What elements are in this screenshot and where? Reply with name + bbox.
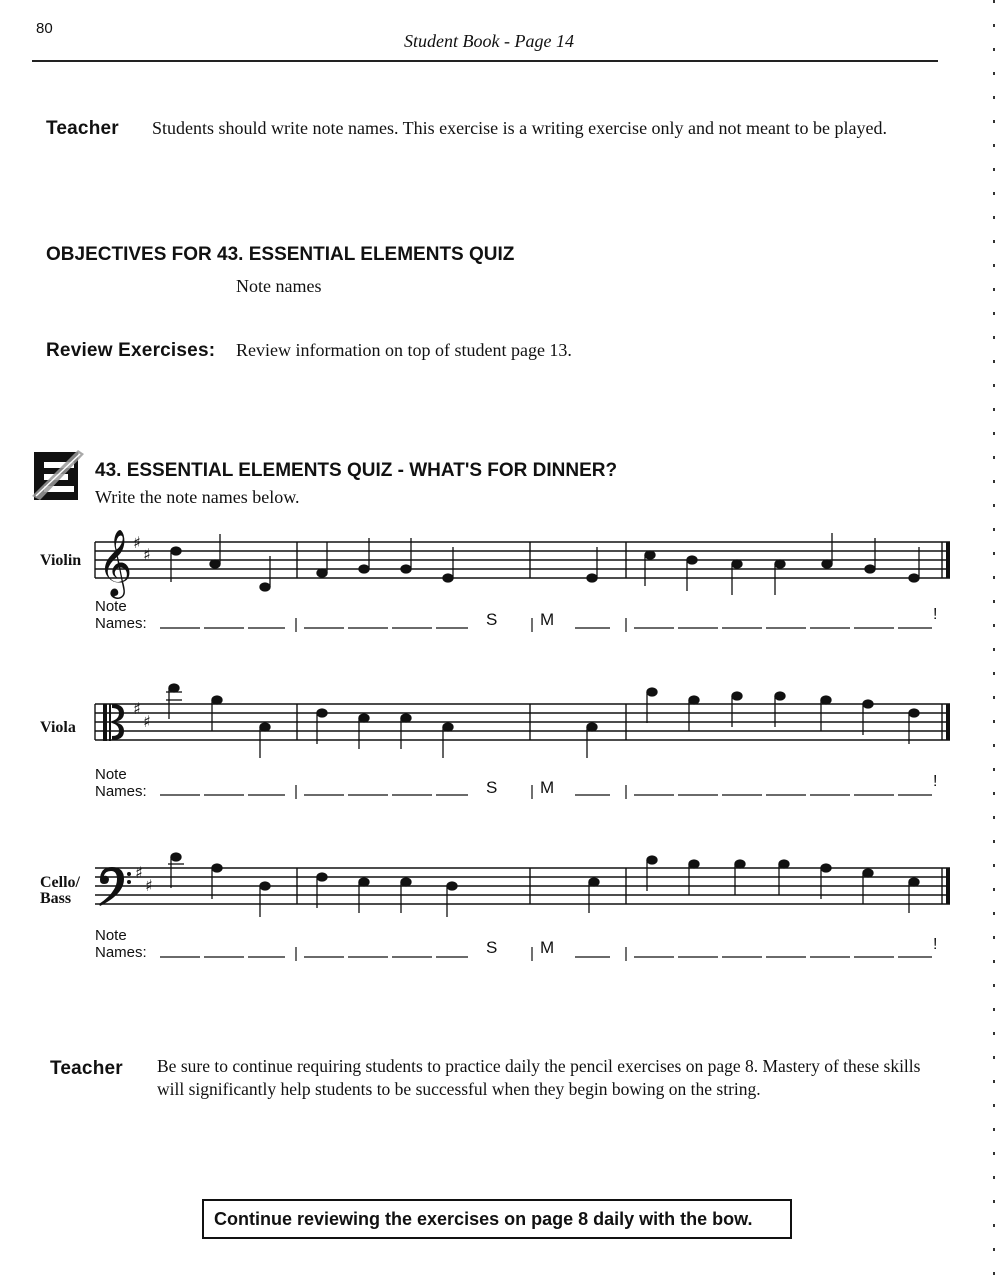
viola-label: Viola	[40, 719, 76, 736]
violin-note-names-label: Note Names:	[95, 598, 147, 632]
cello-bass-given-letter-s: S	[486, 938, 498, 957]
viola-end-mark: !	[933, 773, 938, 790]
cello-bass-note-names-label: Note Names:	[95, 927, 147, 961]
running-header: Student Book - Page 14	[404, 31, 574, 51]
violin-label: Violin	[40, 552, 82, 569]
quiz-instruction: Write the note names below.	[95, 487, 300, 507]
svg-text:♯: ♯	[143, 545, 151, 564]
cello-bass-label: Cello/ Bass	[40, 874, 80, 907]
svg-text:♯: ♯	[133, 699, 141, 718]
svg-text:♯: ♯	[135, 863, 143, 882]
teacher-note-text-2: Be sure to continue requiring students to practice daily the pencil exercises on page 8. Mastery of these skills will significantly help students to be successful when they begin bowing on the string.	[157, 1056, 921, 1099]
teacher-label-2: Teacher	[50, 1058, 123, 1079]
svg-text:♯: ♯	[133, 533, 141, 552]
violin-given-letter-s: S	[486, 610, 498, 629]
teacher-note-text: Students should write note names. This exercise is a writing exercise only and not meant to be played.	[152, 118, 887, 138]
review-exercises-text: Review information on top of student page 13.	[236, 340, 572, 360]
page-number: 80	[36, 20, 53, 37]
viola-given-letter-s: S	[486, 778, 498, 797]
page-edge-marks	[990, 0, 996, 1280]
svg-text:♯: ♯	[145, 876, 153, 895]
violin-given-letter-m: M	[540, 610, 555, 629]
header-rule	[32, 60, 938, 62]
reminder-text: Continue reviewing the exercises on page 8 daily with the bow.	[214, 1209, 753, 1229]
teacher-label: Teacher	[46, 118, 119, 139]
review-exercises-label: Review Exercises:	[46, 340, 216, 361]
cello-bass-given-letter-m: M	[540, 938, 555, 957]
svg-text:𝄞: 𝄞	[98, 528, 133, 596]
viola-note-names-label: Note Names:	[95, 766, 147, 800]
quiz-title: 43. ESSENTIAL ELEMENTS QUIZ - WHAT'S FOR DINNER?	[95, 460, 618, 481]
viola-given-letter-m: M	[540, 778, 555, 797]
objectives-item: Note names	[236, 276, 322, 296]
violin-end-mark: !	[933, 606, 938, 623]
cello-bass-end-mark: !	[933, 936, 938, 953]
svg-text:♯: ♯	[143, 712, 151, 731]
essential-elements-logo-icon	[30, 446, 86, 502]
objectives-heading: OBJECTIVES FOR 43. ESSENTIAL ELEMENTS QUIZ	[46, 244, 515, 265]
